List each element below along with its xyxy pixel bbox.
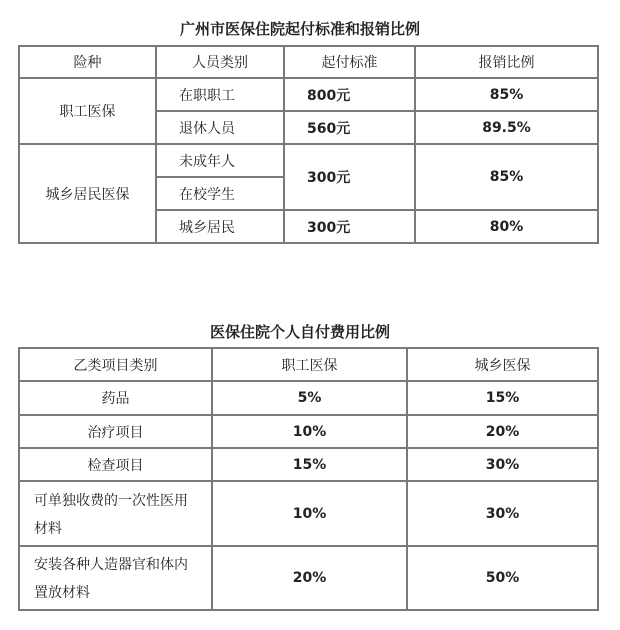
employee-cell: 20% [212, 546, 407, 610]
table-row [19, 144, 598, 177]
category-cell: 城乡居民 [156, 210, 284, 243]
table-row [19, 481, 598, 546]
header-resident: 城乡医保 [407, 348, 598, 381]
employee-cell: 5% [212, 381, 407, 415]
threshold-cell: 300元 [284, 210, 415, 243]
employee-cell: 10% [212, 415, 407, 448]
table-row [19, 448, 598, 481]
employee-cell: 15% [212, 448, 407, 481]
employee-cell: 10% [212, 481, 407, 546]
header-insurance: 险种 [19, 46, 156, 78]
category-cell: 未成年人 [156, 144, 284, 177]
resident-cell: 15% [407, 381, 598, 415]
item-cell: 药品 [19, 381, 212, 415]
resident-cell: 30% [407, 448, 598, 481]
resident-cell: 20% [407, 415, 598, 448]
table1-title: 广州市医保住院起付标准和报销比例 [179, 20, 420, 38]
insurance-resident: 城乡居民医保 [19, 144, 156, 243]
table2-title: 医保住院个人自付费用比例 [209, 323, 390, 341]
ratio-cell: 89.5% [415, 111, 598, 144]
item-cell: 安装各种人造器官和体内置放材料 [19, 546, 212, 610]
header-threshold: 起付标准 [284, 46, 415, 78]
item-cell: 可单独收费的一次性医用材料 [19, 481, 212, 546]
hospital-threshold-table [18, 45, 599, 244]
table-row [19, 415, 598, 448]
resident-cell: 50% [407, 546, 598, 610]
header-ratio: 报销比例 [415, 46, 598, 78]
insurance-employee: 职工医保 [19, 78, 156, 144]
table-row [19, 78, 598, 111]
table-header-row [19, 348, 598, 381]
resident-cell: 30% [407, 481, 598, 546]
header-item: 乙类项目类别 [19, 348, 212, 381]
ratio-cell: 80% [415, 210, 598, 243]
threshold-cell: 800元 [284, 78, 415, 111]
table-row [19, 546, 598, 610]
threshold-cell: 560元 [284, 111, 415, 144]
header-category: 人员类别 [156, 46, 284, 78]
table-header-row [19, 46, 598, 78]
item-cell: 治疗项目 [19, 415, 212, 448]
category-cell: 在校学生 [156, 177, 284, 210]
item-cell: 检查项目 [19, 448, 212, 481]
category-cell: 退休人员 [156, 111, 284, 144]
table-row [19, 381, 598, 415]
threshold-cell: 300元 [284, 144, 415, 210]
ratio-cell: 85% [415, 78, 598, 111]
header-employee: 职工医保 [212, 348, 407, 381]
self-pay-ratio-table [18, 347, 599, 611]
category-cell: 在职职工 [156, 78, 284, 111]
ratio-cell: 85% [415, 144, 598, 210]
